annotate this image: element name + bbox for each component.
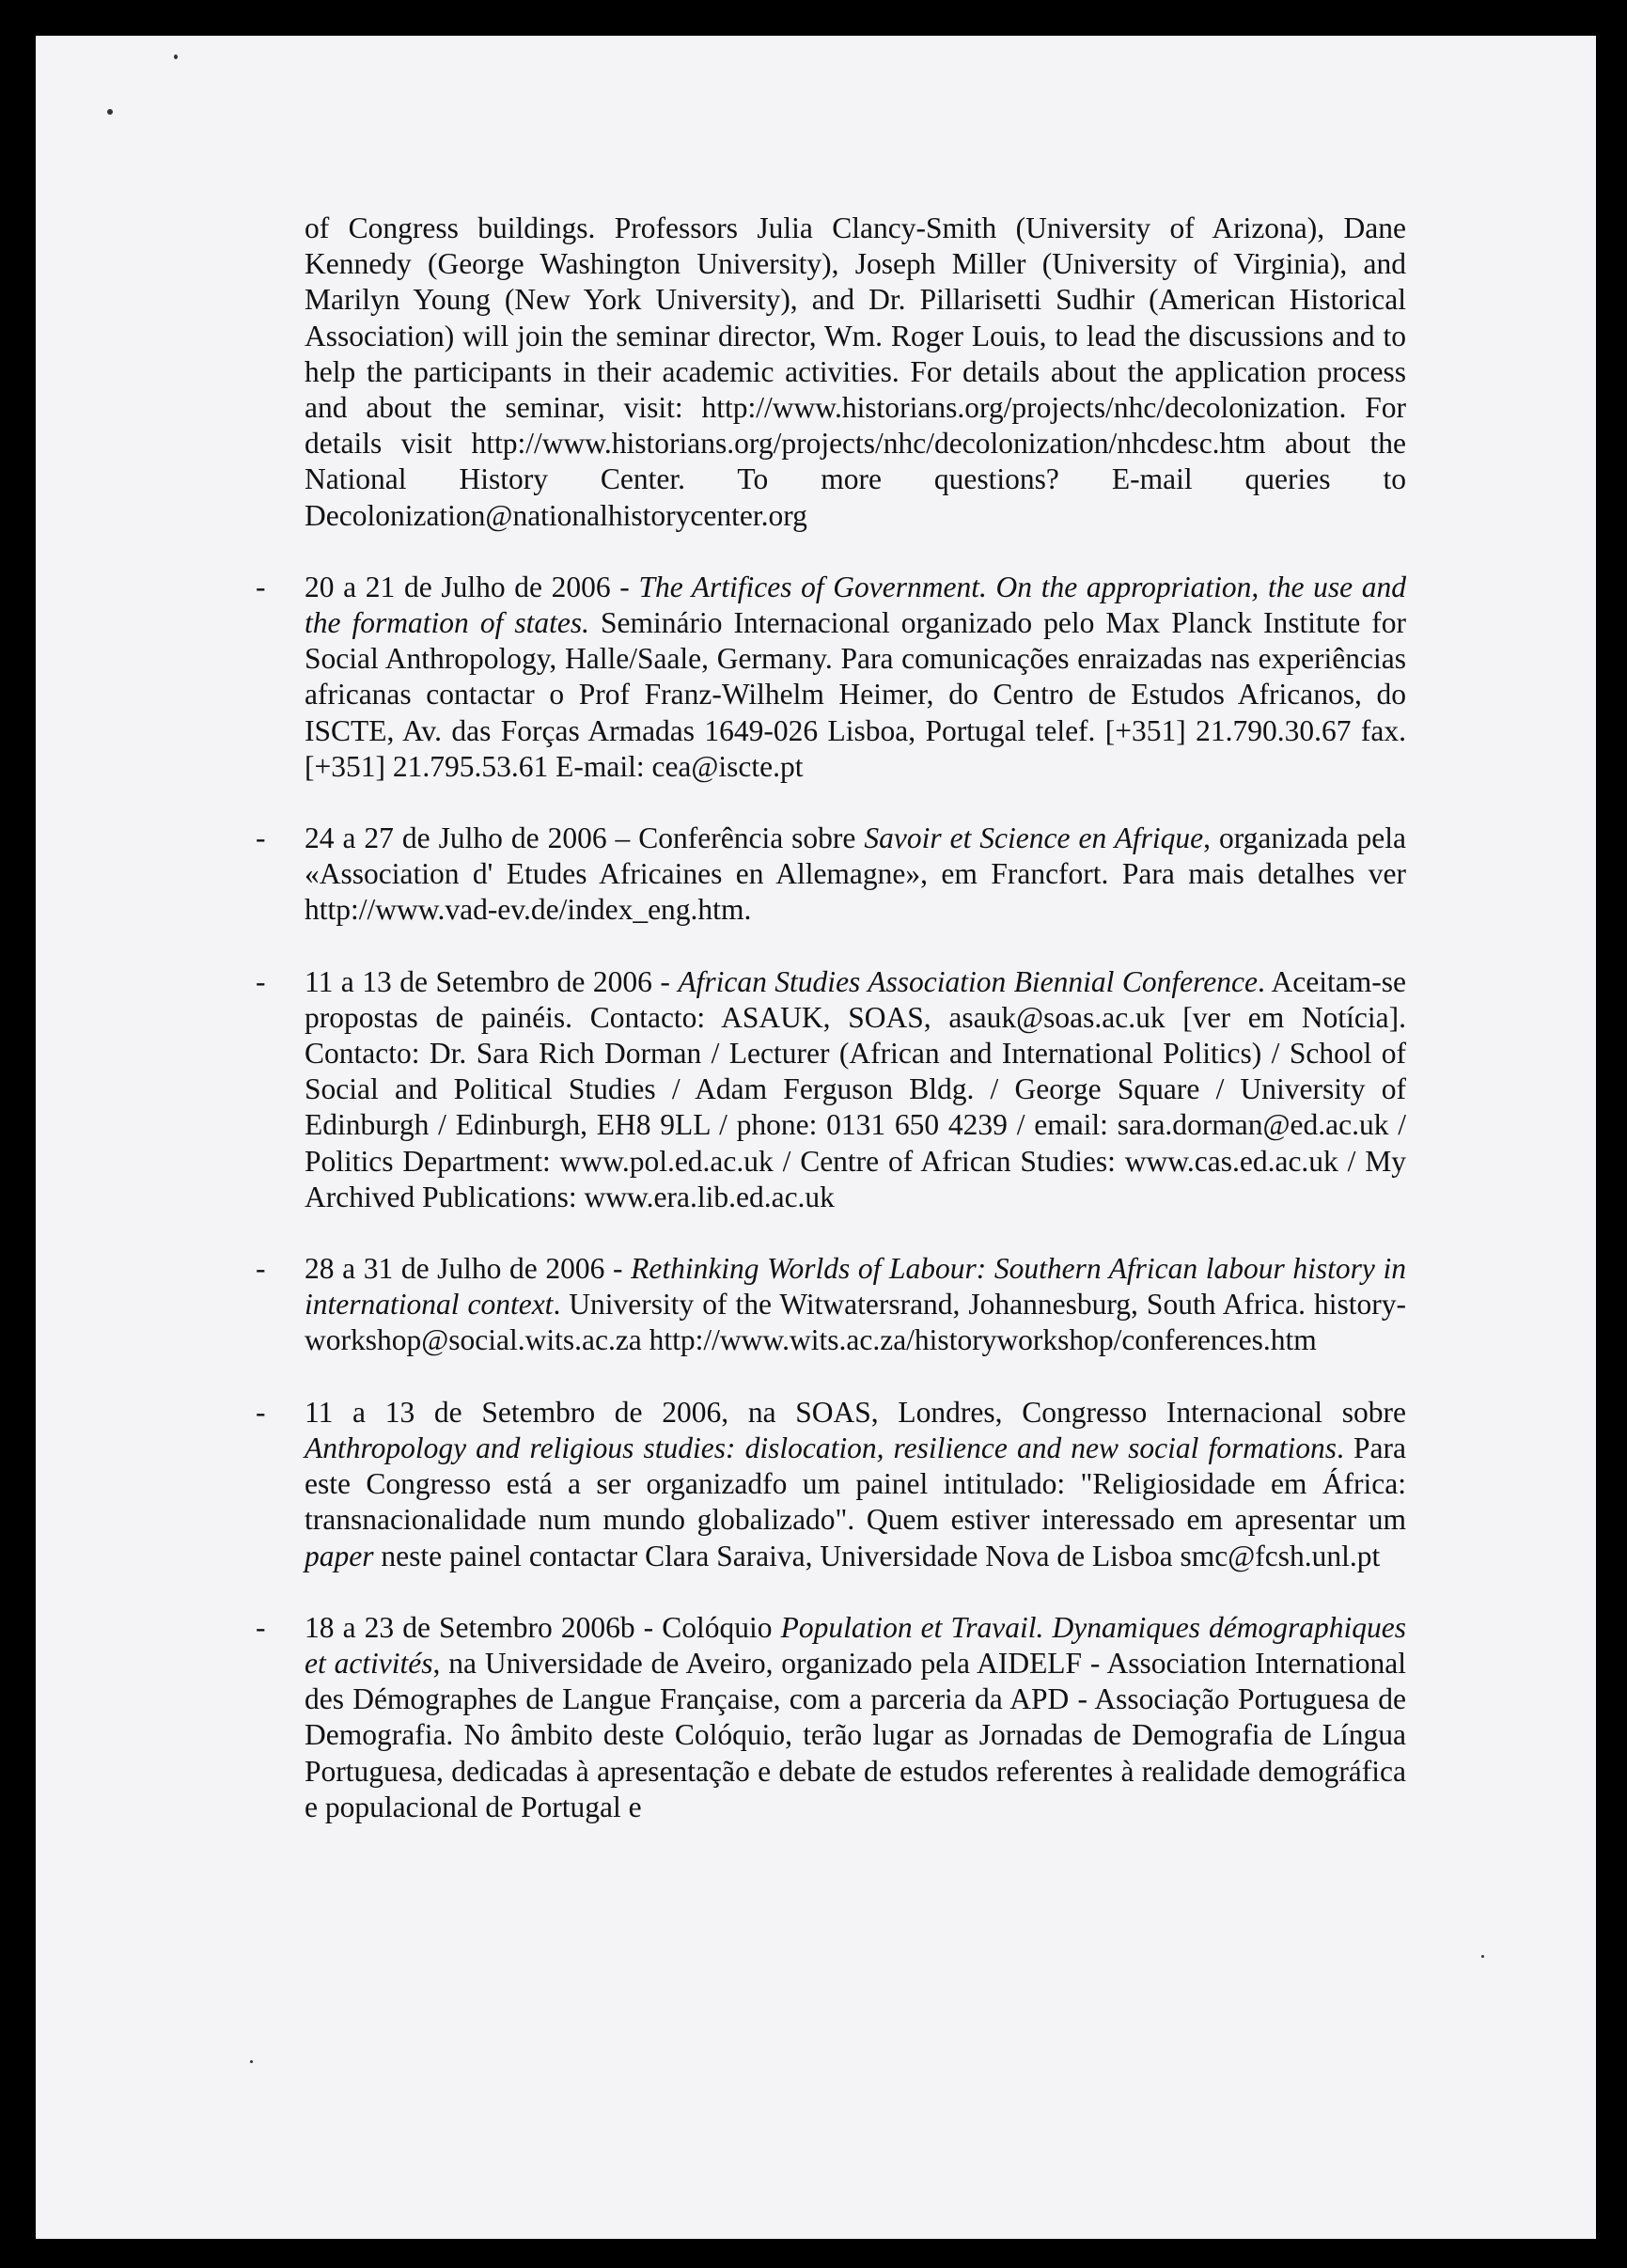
- scan-speck: [174, 55, 178, 59]
- event-text: [305, 1395, 1406, 1574]
- event-title: Rethinking Worlds of Labour: Southern African labour history in international context: [305, 1252, 1406, 1322]
- event-list: [256, 570, 1407, 1825]
- scan-speck: [107, 109, 113, 115]
- event-detail: , na Universidade de Aveiro, organizado pela AIDELF - Association International des Démographes de Langue Française, com a parceria da APD - Associação Portuguesa de Demografia. No âmbito deste Colóquio, terão lugar as Jornadas de Demografia de Língua Portuguesa, dedicadas à apresentação e debate de estudos referentes à realidade demográfica e populacional de Portugal e: [305, 1646, 1407, 1823]
- event-title: The Artifices of Government. On the appropriation, the use and the formation of states.: [305, 570, 1406, 640]
- event-entry: [256, 821, 1406, 929]
- event-text: [305, 1251, 1406, 1359]
- event-detail: 24 a 27 de Julho de 2006 – Conferência sobre: [305, 821, 865, 855]
- event-entry: [256, 964, 1406, 1215]
- document-page: [36, 36, 1596, 2239]
- event-entry: [256, 1610, 1407, 1825]
- list-dash: -: [256, 570, 266, 603]
- event-detail: 18 a 23 de Setembro 2006b - Colóquio: [305, 1610, 781, 1644]
- list-dash: -: [256, 821, 266, 855]
- document-body: [256, 211, 1407, 1825]
- event-text: [305, 1610, 1406, 1825]
- event-title: paper: [305, 1539, 374, 1572]
- intro-paragraph: of Congress buildings. Professors Julia Clancy-Smith (University of Arizona), Dane Kennedy (George Washington University), Joseph Miller (University of Virginia), and Marilyn Young (New York University), and Dr. Pillarisetti Sudhir (American Historical Association) will join the seminar director, Wm. Roger Louis, to lead the discussions and to help the participants in their academic activities. For details about the application process and about the seminar, visit: http://www.historians.org/projects/nhc/decolonization. For details visit http://www.historians.org/projects/nhc/decolonization/nhcdesc.htm about the National History Center. To more questions? E-mail queries to Decolonization@nationalhistorycenter.org: [305, 211, 1406, 532]
- event-entry: [256, 570, 1406, 785]
- event-title: Savoir et Science en Afrique: [864, 821, 1204, 855]
- scan-speck: [1481, 1955, 1484, 1958]
- event-detail: . Aceitam-se propostas de painéis. Contacto: ASAUK, SOAS, asauk@soas.ac.uk [ver em Notícia]. Contacto: Dr. Sara Rich Dorman / Lecturer (African and International Politics) / School of Social and Political Studies / Adam Ferguson Bldg. / George Square / University of Edinburgh / Edinburgh, EH8 9LL / phone: 0131 650 4239 / email: sara.dorman@ed.ac.uk / Politics Department: www.pol.ed.ac.uk / Centre of African Studies: www.cas.ed.ac.uk / My Archived Publications: www.era.lib.ed.ac.uk: [305, 964, 1406, 1213]
- event-title: African Studies Association Biennial Conference: [678, 964, 1258, 998]
- event-title: Population et Travail. Dynamiques démographiques et activités: [305, 1610, 1406, 1680]
- event-text: [305, 964, 1406, 1215]
- event-title: Anthropology and religious studies: dislocation, resilience and new social formations: [305, 1431, 1338, 1464]
- list-dash: -: [256, 964, 266, 998]
- event-detail: 20 a 21 de Julho de 2006 -: [305, 570, 639, 603]
- scan-speck: [250, 2060, 253, 2063]
- event-entry: [256, 1395, 1406, 1574]
- event-detail: Seminário Internacional organizado pelo Max Planck Institute for Social Anthropology, Halle/Saale, Germany. Para comunicações enraizadas nas experiências africanas contactar o Prof Franz-Wilhelm Heimer, do Centro de Estudos Africanos, do ISCTE, Av. das Forças Armadas 1649-026 Lisboa, Portugal telef. [+351] 21.790.30.67 fax.[+351] 21.795.53.61 E-mail: cea@iscte.pt: [305, 606, 1406, 783]
- event-detail: . University of the Witwatersrand, Johannesburg, South Africa. history-workshop@social.wits.ac.za http://www.wits.ac.za/historyworkshop/conferences.htm: [305, 1288, 1406, 1357]
- event-detail: 11 a 13 de Setembro de 2006 -: [305, 964, 679, 998]
- event-detail: , organizada pela «Association d' Etudes Africaines en Allemagne», em Francfort. Para mais detalhes ver http://www.vad-ev.de/index_eng.htm.: [305, 821, 1406, 927]
- list-dash: -: [256, 1395, 266, 1429]
- event-detail: neste painel contactar Clara Saraiva, Universidade Nova de Lisboa smc@fcsh.unl.pt: [373, 1539, 1381, 1572]
- event-detail: . Para este Congresso está a ser organizadfo um painel intitulado: "Religiosidade em África: transnacionalidade num mundo globalizado". Quem estiver interessado em apresentar um: [305, 1431, 1406, 1537]
- event-detail: 11 a 13 de Setembro de 2006, na SOAS, Londres, Congresso Internacional sobre: [305, 1395, 1406, 1429]
- event-text: [305, 821, 1406, 929]
- event-detail: 28 a 31 de Julho de 2006 -: [305, 1252, 632, 1286]
- event-entry: [256, 1251, 1406, 1359]
- list-dash: -: [256, 1252, 266, 1286]
- list-dash: -: [256, 1610, 266, 1644]
- event-text: [305, 570, 1406, 785]
